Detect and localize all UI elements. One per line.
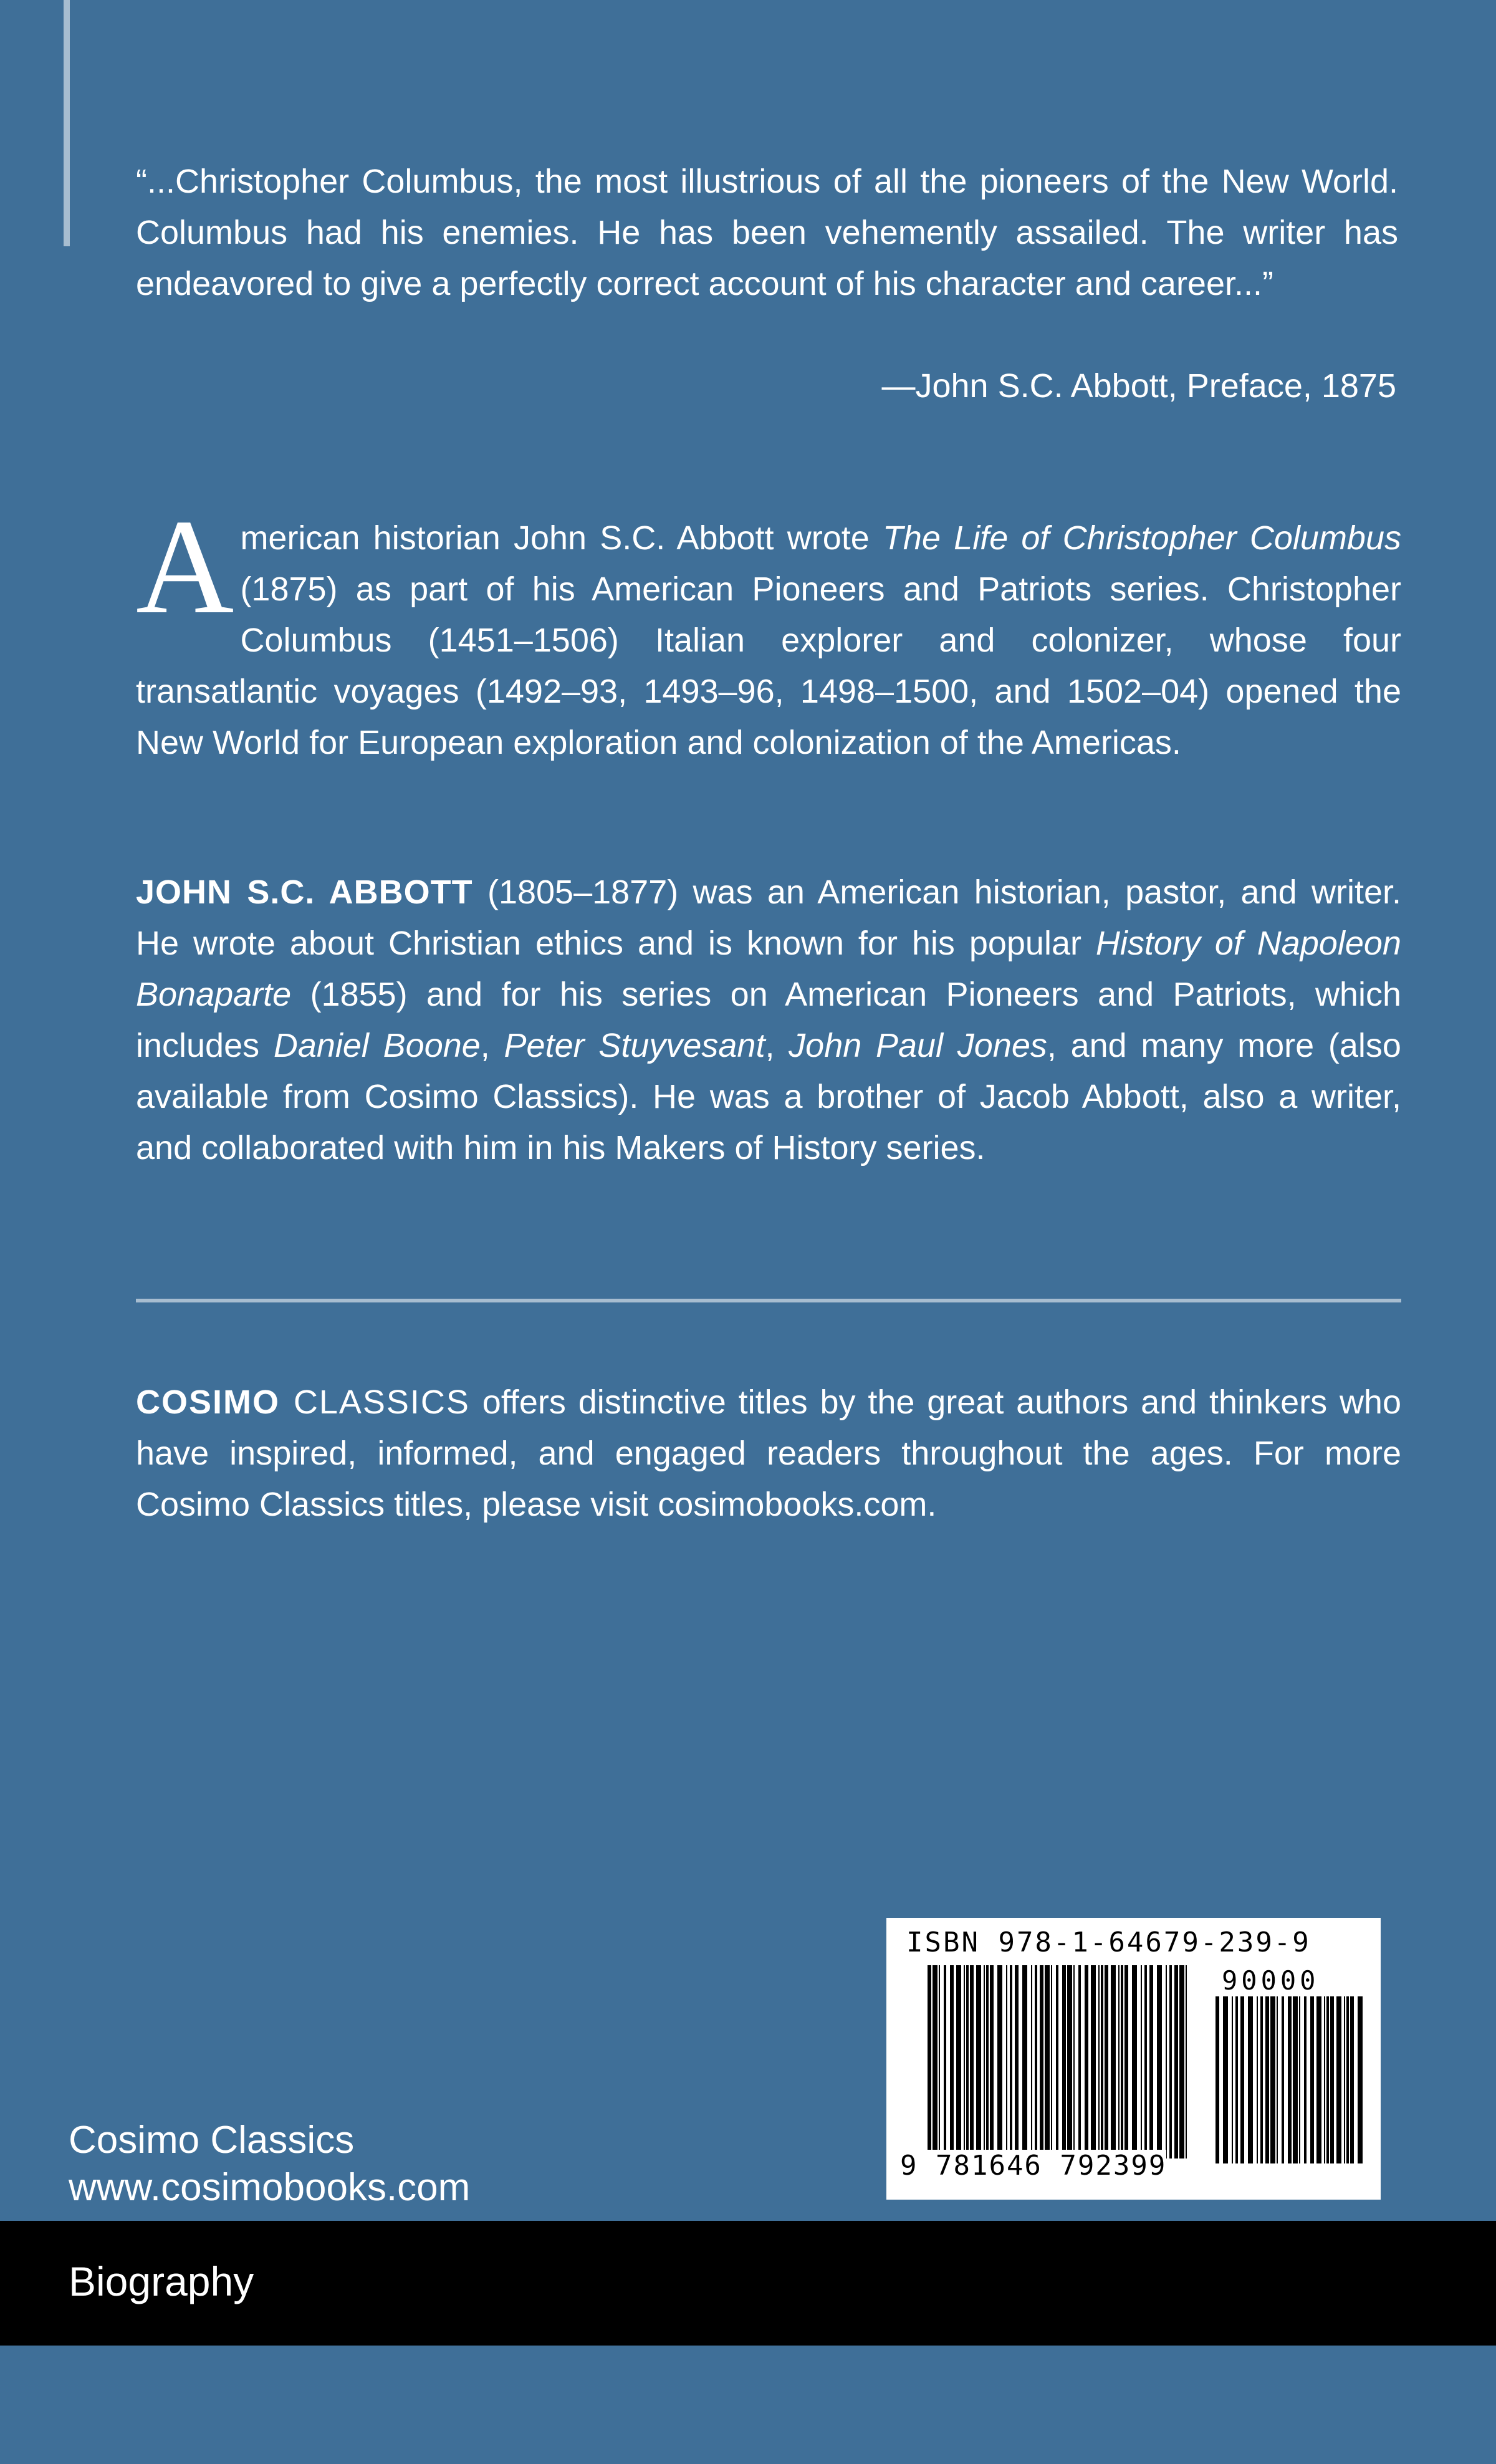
barcode-bar [1174, 1965, 1178, 2158]
barcode-bar [1073, 1965, 1075, 2158]
publisher-blurb [136, 1377, 1401, 1530]
barcode-bar [1310, 1996, 1314, 2163]
barcode-bar [1121, 1965, 1123, 2158]
barcode-bar [956, 1965, 961, 2158]
quote-attribution: —John S.C. Abbott, Preface, 1875 [881, 367, 1396, 405]
barcode-bar [1111, 1965, 1116, 2158]
bio-book-daniel-boone: Daniel Boone [273, 1027, 481, 1064]
barcode-bar [1118, 1965, 1120, 2158]
barcode-bar [933, 1965, 937, 2158]
isbn-barcode [886, 1918, 1381, 2200]
barcode-bar [1101, 1965, 1103, 2158]
barcode-bar [1078, 1965, 1081, 2158]
barcode-bar [1085, 1965, 1088, 2158]
barcode-bar [1010, 1965, 1012, 2158]
barcode-bar [1304, 1996, 1307, 2163]
barcode-bar [1265, 1996, 1269, 2163]
barcode-bar [950, 1965, 954, 2158]
barcode-bar [1144, 1965, 1147, 2158]
barcode-bar [1336, 1996, 1341, 2163]
barcode-bar [1149, 1965, 1153, 2158]
decorative-vertical-rule [64, 0, 70, 246]
brand-classics: CLASSICS [280, 1384, 470, 1421]
publisher-website: www.cosimobooks.com [69, 2166, 471, 2209]
barcode-bar [1098, 1965, 1100, 2158]
barcode-bar [1350, 1996, 1354, 2163]
bio-book-napoleon: History of Napoleon Bonaparte [136, 925, 1401, 1013]
barcode-bar [1299, 1996, 1300, 2163]
barcode-bar [1141, 1965, 1142, 2158]
barcode-bar [1344, 1996, 1345, 2163]
barcode-bar [1062, 1965, 1066, 2158]
bio-text-3: , and many more (also available from Cosimo Classics). He was a brother of Jacob Abbott, also a writer, and collaborated with him in his Makers of History series. [136, 1027, 1401, 1167]
barcode-bar [1358, 1996, 1363, 2163]
barcode-bar [1346, 1996, 1349, 2163]
barcode-bar [1091, 1965, 1096, 2158]
barcode-bar [1186, 1965, 1187, 2158]
barcode-bar [939, 1965, 940, 2158]
publisher-blurb-text: offers distinctive titles by the great authors and thinkers who have inspired, informed, and engaged readers throughout the ages. For more Cosimo Classics titles, please visit cosimobooks.com. [136, 1384, 1401, 1523]
barcode-bar [1015, 1965, 1019, 2158]
barcode-bar [976, 1965, 981, 2158]
barcode-bar [1293, 1996, 1298, 2163]
section-divider [136, 1299, 1401, 1302]
barcode-bar [1277, 1996, 1278, 2163]
barcode-bar [1157, 1965, 1162, 2158]
barcode-bar [1216, 1996, 1219, 2163]
barcode-bar [944, 1965, 946, 2158]
barcode-bar [1040, 1965, 1043, 2158]
barcode-bar [1124, 1965, 1128, 2158]
barcode-bar [1132, 1965, 1137, 2158]
barcode-bar [1169, 1965, 1172, 2158]
barcode-bar [1235, 1996, 1238, 2163]
barcode-bar [1326, 1996, 1329, 2163]
barcode-bar [928, 1965, 931, 2158]
barcode-bar [1045, 1965, 1050, 2158]
barcode-bar [1006, 1965, 1007, 2158]
isbn-label: ISBN 978-1-64679-239-9 [906, 1927, 1311, 1958]
barcode-bar [1288, 1996, 1292, 2163]
preface-quote: “...Christopher Columbus, the most illustrious of all the pioneers of the New World. Columbus had his enemies. He has been vehemently assailed. The writer has endeavored to give a perfectly correct account of his character and career...” [136, 163, 1398, 302]
bio-book-john-paul-jones: John Paul Jones [789, 1027, 1047, 1064]
barcode-bar [1031, 1965, 1032, 2158]
barcode-bar [1166, 1965, 1167, 2158]
barcode-bar [964, 1965, 965, 2158]
author-name: JOHN S.C. ABBOTT [136, 873, 473, 911]
barcode-bar [1270, 1996, 1275, 2163]
publisher-info [69, 2117, 470, 2211]
barcode-bar [970, 1965, 974, 2158]
genre-label: Biography [69, 2258, 254, 2304]
barcode-main-bars [928, 1965, 1189, 2158]
barcode-bar [1330, 1996, 1334, 2163]
barcode-bar [966, 1965, 969, 2158]
book-description [136, 492, 1401, 768]
barcode-bar [1022, 1965, 1027, 2158]
barcode-bar [1324, 1996, 1325, 2163]
bio-text-1: (1805–1877) was an American historian, pastor, and writer. He wrote about Christian ethics and is known for his popular [136, 873, 1401, 962]
description-book-title: The Life of Christopher Columbus [882, 519, 1401, 557]
barcode-bar [1248, 1996, 1253, 2163]
barcode-bar [997, 1965, 1002, 2158]
author-bio [136, 867, 1401, 1173]
barcode-bar [1316, 1996, 1321, 2163]
price-addon-code: 90000 [1222, 1965, 1320, 1996]
drop-cap-letter: A [136, 492, 234, 642]
barcode-digits: 9 781646 792399 [900, 2150, 1167, 2182]
barcode-bar [1282, 1996, 1284, 2163]
description-text-2: (1875) as part of his American Pioneers and Patriots series. Christopher Columbus (1451–1506) Italian explorer and colonizer, whose four transatlantic voyages (1492–93, 1493–96, 1498–1500, and 1502–04) opened the New World for European exploration and colonization of the Americas. [136, 570, 1401, 761]
bio-separator-2: , [765, 1027, 789, 1064]
barcode-bar [1035, 1965, 1037, 2158]
bio-book-peter-stuyvesant: Peter Stuyvesant [504, 1027, 765, 1064]
barcode-bar [1179, 1965, 1184, 2158]
barcode-bar [1232, 1996, 1233, 2163]
barcode-bar [1260, 1996, 1263, 2163]
barcode-bar [1257, 1996, 1258, 2163]
barcode-bar [1105, 1965, 1108, 2158]
description-text-1: merican historian John S.C. Abbott wrote [240, 519, 883, 557]
bio-text-2: (1855) and for his series on American Pioneers and Patriots, which includes [136, 976, 1401, 1064]
barcode-bar [1051, 1965, 1052, 2158]
barcode-bar [1240, 1996, 1244, 2163]
barcode-bar [1223, 1996, 1228, 2163]
barcode-bar [984, 1965, 985, 2158]
brand-cosimo: COSIMO [136, 1384, 280, 1421]
barcode-bar [1056, 1965, 1058, 2158]
barcode-addon-bars [1216, 1996, 1365, 2163]
barcode-bar [1067, 1965, 1072, 2158]
publisher-name: Cosimo Classics [69, 2119, 355, 2162]
bio-separator-1: , [480, 1027, 504, 1064]
barcode-bar [990, 1965, 994, 2158]
barcode-bar [986, 1965, 989, 2158]
